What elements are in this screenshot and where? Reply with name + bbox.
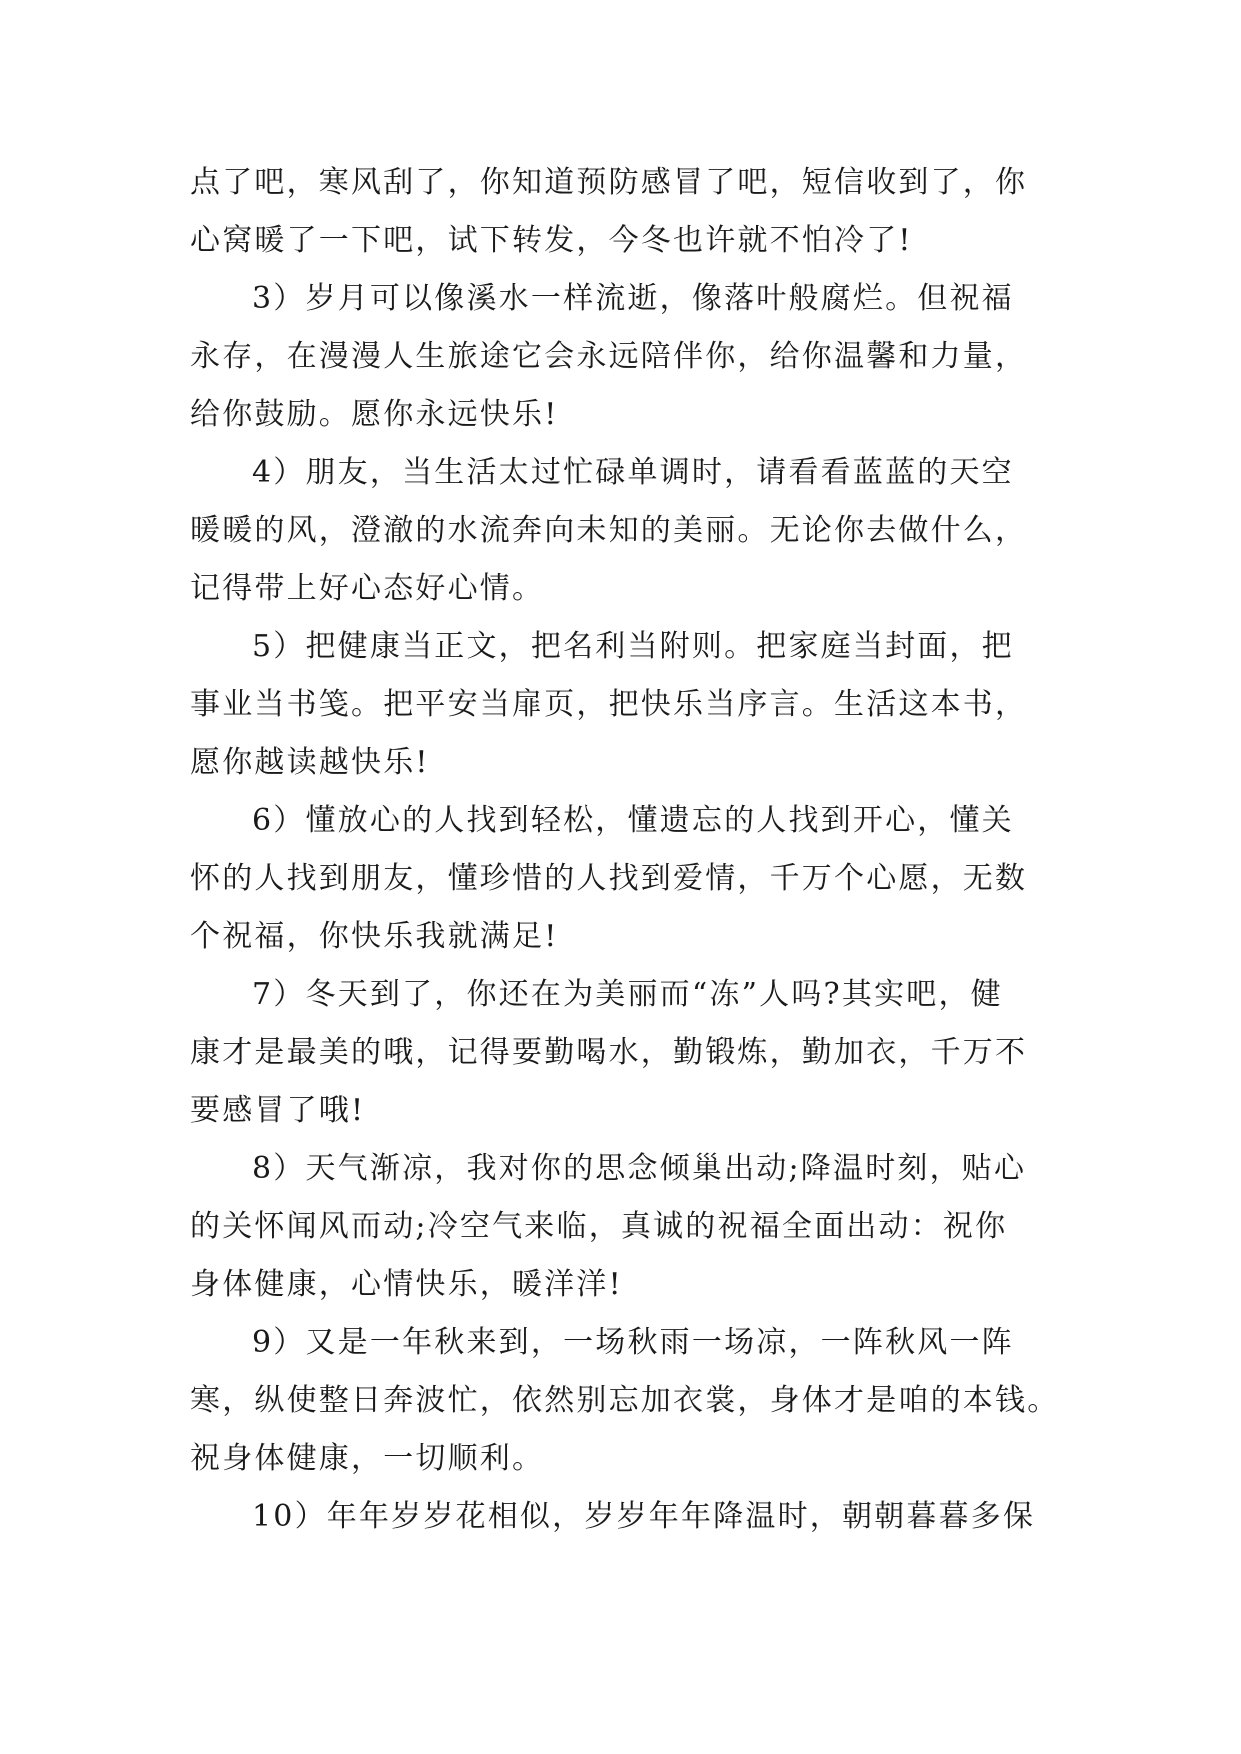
text-line: 愿你越读越快乐! (190, 745, 430, 780)
text-line: 心窝暖了一下吧，试下转发，今冬也许就不怕冷了! (190, 223, 913, 258)
paragraph-item-9 (190, 1314, 1060, 1488)
text-line: 身体健康，心情快乐，暖洋洋! (190, 1267, 623, 1302)
text-line: 的关怀闻风而动;冷空气来临，真诚的祝福全面出动：祝你 (190, 1209, 1008, 1244)
text-line: 祝身体健康，一切顺利。 (190, 1441, 545, 1476)
paragraph-item-10 (190, 1488, 1052, 1546)
text-line: 事业当书笺。把平安当扉页，把快乐当序言。生活这本书， (190, 687, 1028, 722)
paragraph-item-6 (190, 792, 1052, 966)
text-line: 怀的人找到朋友，懂珍惜的人找到爱情，千万个心愿，无数 (190, 861, 1028, 896)
paragraph-continuation (190, 154, 1052, 270)
paragraph-item-5 (190, 618, 1052, 792)
text-line: 暖暖的风，澄澈的水流奔向未知的美丽。无论你去做什么， (190, 513, 1028, 548)
text-line: 10）年年岁岁花相似，岁岁年年降温时，朝朝暮暮多保 (252, 1499, 1036, 1534)
text-line: 寒，纵使整日奔波忙，依然别忘加衣裳，身体才是咱的本钱。 (190, 1383, 1060, 1418)
paragraph-item-4 (190, 444, 1052, 618)
text-line: 4）朋友，当生活太过忙碌单调时，请看看蓝蓝的天空 (252, 455, 1014, 490)
text-line: 9）又是一年秋来到，一场秋雨一场凉，一阵秋风一阵 (252, 1325, 1014, 1360)
text-line: 记得带上好心态好心情。 (190, 571, 545, 606)
text-line: 6）懂放心的人找到轻松，懂遗忘的人找到开心，懂关 (252, 803, 1014, 838)
text-line: 康才是最美的哦，记得要勤喝水，勤锻炼，勤加衣，千万不 (190, 1035, 1028, 1070)
text-line: 永存，在漫漫人生旅途它会永远陪伴你，给你温馨和力量， (190, 339, 1028, 374)
text-line: 3）岁月可以像溪水一样流逝，像落叶般腐烂。但祝福 (252, 281, 1014, 316)
text-line: 个祝福，你快乐我就满足! (190, 919, 559, 954)
text-line: 要感冒了哦! (190, 1093, 366, 1128)
text-line: 7）冬天到了，你还在为美丽而“冻”人吗?其实吧，健 (252, 977, 1003, 1012)
text-line: 8）天气渐凉，我对你的思念倾巢出动;降温时刻，贴心 (252, 1151, 1027, 1186)
text-line: 点了吧，寒风刮了，你知道预防感冒了吧，短信收到了，你 (190, 165, 1028, 200)
text-line: 给你鼓励。愿你永远快乐! (190, 397, 559, 432)
paragraph-item-7 (190, 966, 1052, 1140)
paragraph-item-8 (190, 1140, 1052, 1314)
document-body (190, 154, 1060, 1546)
paragraph-item-3 (190, 270, 1052, 444)
text-line: 5）把健康当正文，把名利当附则。把家庭当封面，把 (252, 629, 1014, 664)
